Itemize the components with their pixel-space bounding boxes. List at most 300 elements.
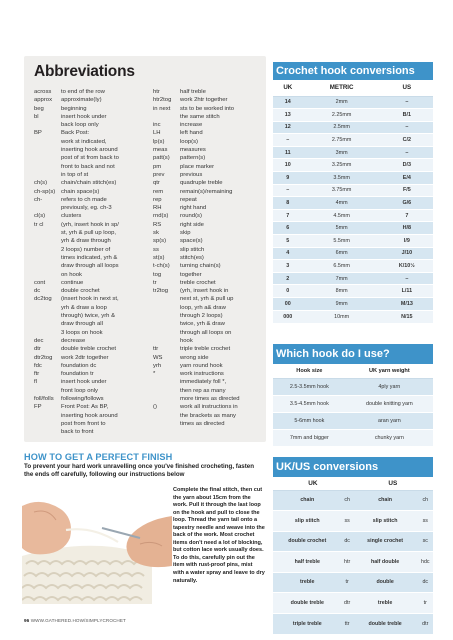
abbreviation-term: yrh [153,362,162,369]
abbreviation-definition: chain/chain stitch(es) [61,180,117,187]
abbreviation-definition: hook [180,337,193,344]
abbreviations-right-column [153,88,261,436]
table-cell: half treble [273,552,342,573]
abbreviation-row [34,387,149,395]
abbreviation-definition: Front Post: As BP, [61,404,109,411]
abbreviation-term: fl [34,379,37,386]
table-cell: 12 [273,121,303,134]
abbreviation-term: sp(s) [153,238,167,245]
abbreviation-definition: (insert hook in next st, [61,296,119,303]
table-cell: 00 [273,298,303,311]
table-header-cell: UK [273,80,303,96]
table-cell: 0 [273,285,303,298]
table-cell: tr [342,572,353,593]
table-row [273,109,433,122]
abbreviation-term: prev [153,171,165,178]
abbreviation-definition: inserting hook around [61,147,118,154]
abbreviation-row [34,287,149,295]
table-cell: 10mm [303,310,381,323]
table-cell: C/2 [381,134,433,147]
table-cell: – [273,184,303,197]
abbreviation-definition: back loop only [61,122,99,129]
table-row [273,593,433,614]
abbreviation-row [34,237,149,245]
table-cell: 000 [273,310,303,323]
abbreviation-definition: chain space(s) [61,188,100,195]
abbreviation-row [34,196,149,204]
crochet-finish-photo [22,486,172,604]
abbreviation-definition: 2 loops) number of [61,246,111,253]
abbreviation-row [34,428,149,436]
abbreviation-row [34,171,149,179]
abbreviation-row [153,204,261,212]
footer-url: WWW.GATHERED.HOW/SIMPLYCROCHET [30,618,126,623]
abbreviation-definition: post of st from back to [61,155,119,162]
which-hook-title: Which hook do I use? [273,344,433,364]
abbreviation-term [153,304,180,312]
abbreviation-row [153,395,261,403]
abbreviation-term [34,271,61,279]
table-cell: – [381,272,433,285]
abbreviation-term: ch- [34,196,43,203]
abbreviation-row [34,179,149,187]
table-row [273,552,433,573]
table-cell: 7mm and bigger [273,429,346,446]
table-cell: – [273,134,303,147]
abbreviation-term [153,378,180,386]
table-cell: htr [342,552,353,573]
table-cell: 5 [273,235,303,248]
abbreviation-term: RS [153,221,162,228]
abbreviation-term: ch(s) [34,180,48,187]
abbreviation-row [153,179,261,187]
abbreviation-term [153,295,180,303]
table-cell: 3.5mm [303,172,381,185]
abbreviation-term [34,387,61,395]
abbreviation-term: ttr [153,346,159,353]
table-cell: half double [353,552,418,573]
abbreviation-term: approx [34,97,53,104]
abbreviation-term [153,395,180,403]
abbreviation-row [34,420,149,428]
table-cell: 10 [273,159,303,172]
abbreviation-definition: yarn round hook [180,362,223,369]
abbreviation-term [34,138,61,146]
table-row [273,172,433,185]
abbreviation-term: () [153,404,157,411]
table-cell: hdc [418,552,433,573]
page-footer [24,618,126,623]
abbreviation-definition: continue [61,279,84,286]
abbreviation-definition: right side [180,221,204,228]
abbreviation-term: ftr [34,371,40,378]
table-cell: double knitting yarn [346,395,433,412]
abbreviation-term: tog [153,271,162,278]
abbreviation-definition: insert hook under [61,379,107,386]
abbreviation-row [34,304,149,312]
table-row [273,429,433,446]
abbreviation-term: pm [153,163,162,170]
abbreviation-definition: measures [180,147,206,154]
table-cell: 2.5mm [303,121,381,134]
table-cell: M/13 [381,298,433,311]
abbreviation-definition: double treble crochet [61,346,117,353]
table-row [273,298,433,311]
abbreviation-definition: through) twice, yrh & [61,313,116,320]
abbreviation-definition: treble crochet [180,279,216,286]
abbreviation-definition: inserting hook around [61,412,118,419]
abbreviation-definition: back to front [61,429,94,436]
abbreviation-row [153,312,261,320]
abbreviation-row [153,362,261,370]
table-row [273,412,433,429]
abbreviation-row [153,279,261,287]
abbreviation-term [153,329,180,337]
abbreviation-row [34,254,149,262]
table-row [273,272,433,285]
table-cell: 4mm [303,197,381,210]
abbreviation-row [153,254,261,262]
abbreviation-row [153,304,261,312]
table-cell: ttr [342,613,353,634]
abbreviation-term [153,113,180,121]
table-cell: 3.25mm [303,159,381,172]
table-header-cell: UK [273,477,353,490]
abbreviation-definition: work all instructions in [180,404,238,411]
table-cell: treble [273,572,342,593]
abbreviation-definition: draw through all [61,321,103,328]
abbreviation-row [153,370,261,378]
which-hook-table [273,364,433,446]
abbreviation-definition: through 2 loops) [180,313,223,320]
abbreviation-term: rep [153,196,162,203]
table-cell: double crochet [273,531,342,552]
abbreviation-term: RH [153,205,162,212]
abbreviation-row [153,320,261,328]
abbreviation-row [34,204,149,212]
abbreviation-term [34,171,61,179]
abbreviation-term: ch-sp(s) [34,188,56,195]
abbreviation-row [34,138,149,146]
table-cell: single crochet [353,531,418,552]
abbreviation-term: ss [153,246,159,253]
abbreviation-definition: approximate(ly) [61,97,102,104]
abbreviation-definition: beginning [61,105,87,112]
abbreviation-definition: yrh & draw a loop [61,304,107,311]
abbreviations-panel [24,56,266,442]
abbreviation-definition: foundation dc [61,362,97,369]
table-cell: 8mm [303,285,381,298]
hand-right [126,516,172,567]
abbreviations-title: Abbreviations [34,63,135,80]
abbreviation-definition: times as directed [180,420,225,427]
abbreviation-definition: 3 loops on hook [61,329,103,336]
abbreviation-definition: loop, yrh a& draw [180,304,226,311]
abbreviation-term [153,320,180,328]
table-row [273,121,433,134]
table-cell: F/5 [381,184,433,197]
abbreviation-term [34,163,61,171]
table-cell: 4.5mm [303,209,381,222]
abbreviation-term: meas [153,147,168,154]
abbreviation-definition: Back Post: [61,130,90,137]
table-cell: dc [418,572,433,593]
table-header-cell: US [381,80,433,96]
abbreviation-row [34,96,149,104]
table-cell: G/6 [381,197,433,210]
abbreviation-definition: work instructions [180,371,224,378]
table-row [273,260,433,273]
abbreviation-definition: front to back and not [61,163,115,170]
abbreviation-row [34,163,149,171]
abbreviation-definition: post from front to [61,420,106,427]
abbreviation-definition: the same stitch [180,113,220,120]
table-row [273,378,433,395]
abbreviation-row [153,138,261,146]
abbreviation-row [34,345,149,353]
table-cell: 2.25mm [303,109,381,122]
abbreviation-term: LH [153,130,161,137]
abbreviation-definition: work st indicated, [61,138,107,145]
table-cell: sc [418,531,433,552]
abbreviation-row [34,271,149,279]
table-cell: 2 [273,272,303,285]
finish-subtitle: To prevent your hard work unravelling once you've finished crocheting, fasten the ends off carefully, following our instructions below [24,463,254,478]
table-cell: 3mm [303,146,381,159]
abbreviation-term: rem [153,188,164,195]
abbreviation-definition: work 2htr together [180,97,228,104]
abbreviation-definition: immediately foll *, [180,379,227,386]
table-cell: 2.5-3.5mm hook [273,378,346,395]
abbreviation-row [153,129,261,137]
abbreviation-term: FP [34,404,42,411]
abbreviation-row [34,370,149,378]
abbreviation-term [34,246,61,254]
abbreviation-term: htr [153,89,160,95]
abbreviation-definition: then rep as many [180,387,226,394]
abbreviation-term: lp(s) [153,138,165,145]
abbreviation-term [34,146,61,154]
abbreviation-row [34,129,149,137]
abbreviation-definition: stitch(es) [180,254,204,261]
abbreviation-row [34,88,149,96]
table-header-cell: US [353,477,433,490]
table-cell: treble [353,593,418,614]
abbreviation-definition: pattern(s) [180,155,206,162]
abbreviation-definition: work 2dtr together [61,354,109,361]
table-row [273,159,433,172]
table-cell: 5-6mm hook [273,412,346,429]
abbreviation-definition: (yrh, insert hook in sp/ [61,221,119,228]
table-row [273,490,433,511]
abbreviation-term: cont [34,279,46,286]
table-row [273,146,433,159]
abbreviation-row [153,196,261,204]
table-cell: 13 [273,109,303,122]
abbreviation-term [34,304,61,312]
abbreviation-row [153,146,261,154]
abbreviation-definition: insert hook under [61,113,107,120]
abbreviation-term [34,229,61,237]
table-row [273,222,433,235]
abbreviation-row [153,221,261,229]
abbreviation-row [153,287,261,295]
abbreviation-row [153,420,261,428]
table-row [273,531,433,552]
abbreviation-term: in next [153,105,171,112]
abbreviation-definition: skip [180,230,191,237]
abbreviation-row [153,262,261,270]
abbreviation-row [34,262,149,270]
abbreviation-definition: front loop only [61,387,99,394]
abbreviation-definition: remain(s)/remaining [180,188,233,195]
abbreviation-row [34,188,149,196]
abbreviation-term: dc2tog [34,296,52,303]
table-row [273,209,433,222]
abbreviation-definition: times indicated, yrh & [61,254,118,261]
abbreviation-definition: increase [180,122,203,129]
table-row [273,310,433,323]
hook-conversions-panel [273,62,433,323]
table-cell: E/4 [381,172,433,185]
table-cell: 7 [381,209,433,222]
abbreviation-row [153,113,261,121]
abbreviation-term [34,254,61,262]
abbreviation-definition: space(s) [180,238,203,245]
abbreviation-row [153,271,261,279]
table-cell: slip stitch [353,511,418,532]
abbreviation-term [34,237,61,245]
abbreviation-term [153,420,180,428]
abbreviation-definition: double crochet [61,288,100,295]
abbreviation-term: across [34,89,52,95]
abbreviation-definition: left hand [180,130,203,137]
table-cell: D/3 [381,159,433,172]
table-cell: 6.5mm [303,260,381,273]
table-cell: – [381,121,433,134]
abbreviation-term [34,420,61,428]
abbreviation-row [34,337,149,345]
table-cell: ch [342,490,353,511]
abbreviation-definition: right hand [180,205,207,212]
abbreviation-row [153,88,261,96]
abbreviation-definition: (yrh, insert hook in [180,288,229,295]
table-row [273,395,433,412]
abbreviation-term: dc [34,288,41,295]
table-cell: chunky yarn [346,429,433,446]
abbreviation-row [34,154,149,162]
abbreviation-term [34,320,61,328]
abbreviation-term: sk [153,230,159,237]
table-cell: ss [418,511,433,532]
table-row [273,96,433,109]
abbreviation-row [34,362,149,370]
abbreviation-definition: refers to ch made [61,196,107,203]
abbreviation-term: fdc [34,362,42,369]
table-cell: 2mm [303,96,381,109]
table-cell: 5mm [303,222,381,235]
table-cell: J/10 [381,247,433,260]
abbreviation-term: cl(s) [34,213,46,220]
table-cell: ss [342,511,353,532]
table-row [273,247,433,260]
abbreviation-term [34,262,61,270]
abbreviation-definition: yrh & draw through [61,238,111,245]
abbreviation-row [153,354,261,362]
abbreviation-row [34,113,149,121]
abbreviation-row [153,163,261,171]
abbreviation-definition: draw through all loops [61,263,119,270]
abbreviation-row [153,246,261,254]
abbreviation-term: htr2tog [153,97,172,104]
table-cell: slip stitch [273,511,342,532]
table-cell: B/1 [381,109,433,122]
table-header-cell: UK yarn weight [346,364,433,378]
abbreviation-term [34,329,61,337]
abbreviation-definition: together [180,271,202,278]
abbreviation-definition: on hook [61,271,82,278]
table-cell: L/11 [381,285,433,298]
abbreviations-left-column [34,88,149,436]
table-cell: 9 [273,172,303,185]
table-cell: 3.75mm [303,184,381,197]
abbreviation-term [34,154,61,162]
page-number: 96 [24,618,30,623]
abbreviation-term: st(s) [153,254,165,261]
table-cell: tr [418,593,433,614]
table-cell: K/10½ [381,260,433,273]
uk-us-table [273,477,433,634]
abbreviation-definition: the brackets as many [180,412,236,419]
finish-title: HOW TO GET A PERFECT FINISH [24,452,173,462]
table-cell: N/15 [381,310,433,323]
abbreviation-row [34,354,149,362]
table-cell: 2.75mm [303,134,381,147]
abbreviation-row [153,295,261,303]
abbreviation-row [153,403,261,411]
table-cell: double [353,572,418,593]
table-cell: dtr [418,613,433,634]
abbreviation-definition: more times as directed [180,395,240,402]
hook-conversions-title: Crochet hook conversions [273,62,433,80]
abbreviation-row [34,312,149,320]
abbreviation-term: bl [34,113,39,120]
hand-left [22,502,71,555]
abbreviation-term: tr cl [34,221,44,228]
table-cell: aran yarn [346,412,433,429]
table-cell: dc [342,531,353,552]
table-cell: – [381,146,433,159]
abbreviation-row [153,237,261,245]
abbreviation-definition: slip stitch [180,246,205,253]
abbreviation-term: WS [153,354,163,361]
abbreviation-row [34,221,149,229]
abbreviation-term [153,312,180,320]
abbreviation-term: beg [34,105,44,112]
abbreviation-row [153,229,261,237]
table-cell: 11 [273,146,303,159]
abbreviation-row [34,212,149,220]
abbreviation-row [153,337,261,345]
abbreviation-row [34,146,149,154]
abbreviation-row [34,246,149,254]
abbreviation-term [34,428,61,436]
table-cell: 4ply yarn [346,378,433,395]
abbreviation-term: dec [34,337,44,344]
abbreviation-term: * [153,371,156,378]
abbreviation-row [153,329,261,337]
table-row [273,235,433,248]
